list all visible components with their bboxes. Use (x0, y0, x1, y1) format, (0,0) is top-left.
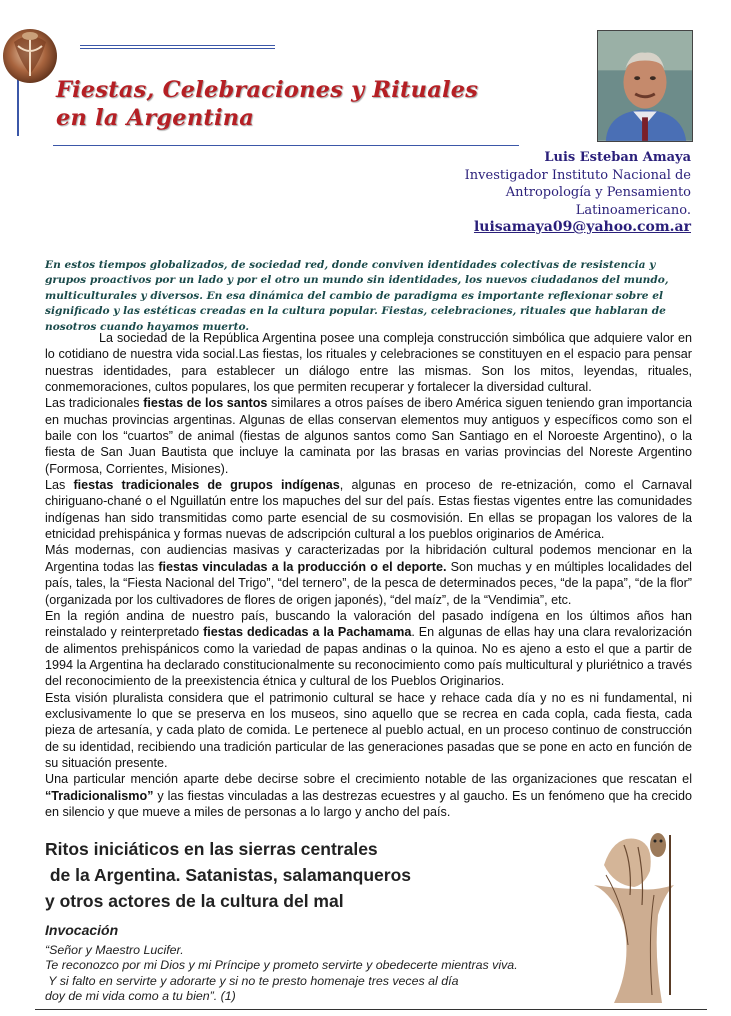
title-underline (53, 145, 519, 146)
author-affiliation-line-1: Investigador Instituto Nacional de (464, 167, 691, 183)
body-paragraph-6: Esta visión pluralista considera que el patrimonio cultural se hace y rehace cada día y no es ni fundamental, ni exclusivamente lo que se preserva en los museos, sino aquello que se recrea en cada copla, cada fiesta, cada pieza de artesanía, y cada plato de comida. Le pertenece al pueblo actual, en un proceso continuo de construcción de su identidad, recibiendo una tradición particular de las generaciones pasadas que se pone en acto en función de su situación presente. (45, 690, 692, 770)
decorative-top-rule (80, 45, 275, 49)
footer-rule (35, 1009, 707, 1010)
bold-tradicionalismo: “Tradicionalismo” (45, 788, 154, 803)
bold-fiestas-indigenas: fiestas tradicionales de grupos indígenas (73, 478, 340, 493)
invocation-line-4: doy de mi vida como a tu bien”. (1) (45, 988, 236, 1003)
body-paragraph-4: Más modernas, con audiencias masivas y caracterizadas por la hibridación cultural podemos mencionar en la Argentina todas las fiestas vinculadas a la producción o el deporte. Son muchas y en múltiples localidades del país, tales, la “Fiesta Nacional del Trigo”, “del ternero”, de la pesca de determinados peces, “de la papa”, “de la flor” (organizada por los cultivadores de flores de origen japonés), “del maíz”, de la “Vendimia”, etc. (45, 543, 692, 607)
author-affiliation-line-3: Latinoamericano. (575, 202, 691, 218)
author-email-link[interactable]: luisamaya09@yahoo.com.ar (473, 219, 691, 235)
author-block (391, 149, 691, 237)
invocation-line-1: “Señor y Maestro Lucifer. (45, 943, 184, 957)
invocation-title: Invocación (45, 922, 119, 938)
title-line-2: en la Argentina (56, 105, 255, 131)
section-title-line-2: de la Argentina. Satanistas, salamanqueros (45, 865, 412, 885)
title-line-1: Fiestas, Celebraciones y Rituales (56, 77, 479, 103)
body-paragraph-3: Las fiestas tradicionales de grupos indígenas, algunas en proceso de re-etnización, como el Carnaval chiriguano-chané o el Nguillatún entre los mapuches del sur del país. Estas fiestas vigentes entre las comunidades indígenas han sido transmitidas como parte esencial de su cosmovisión. En ellas se propagan los valores de la etnicidad prehispánica y formas nuevas de adscripción cultural a los pueblos originarios de América. (45, 478, 692, 542)
bold-fiestas-produccion: fiestas vinculadas a la producción o el deporte. (158, 559, 447, 574)
invocation-line-2: Te reconozco por mi Dios y mi Príncipe y prometo servirte y obedecerte mientras viva. (45, 958, 518, 973)
section-title-line-1: Ritos iniciáticos en las sierras centrales (45, 839, 378, 859)
section-title-line-3: y otros actores de la cultura del mal (45, 891, 344, 911)
invocation-text (45, 943, 585, 1004)
author-name: Luis Esteban Amaya (544, 150, 691, 165)
author-photo (597, 30, 693, 142)
author-affiliation-line-2: Antropología y Pensamiento (505, 185, 691, 200)
section-title (45, 836, 485, 914)
sorcerer-illustration (584, 825, 684, 1005)
body-paragraph-5: En la región andina de nuestro país, buscando la valoración del pasado indígena en los últimos años han reinstalado y reinterpretado fiestas dedicadas a la Pachamama. En algunas de ellas hay una clara revalorización de alimentos prehispánicos como la variedad de papas andinas o la quinoa. No es ajeno a esto el que a partir de 1994 la Argentina ha declarado constitucionalmente su reconocimiento como país multicultural y pluriétnico a través del reconocimiento de la preexistencia étnica y cultural de los Pueblos Originarios. (45, 608, 692, 689)
intro-paragraph: En estos tiempos globalizados, de sociedad red, donde conviven identidades colectivas de resistencia y grupos proactivos por un lado y por el otro un mundo sin identidades, los nuevos ciudadanos del mundo, multiculturales y diversos. En esa dinámica del cambio de paradigma es importante reflexionar sobre el significado y las estéticas creadas en la cultura popular. Fiestas, celebraciones, rituales que hablaran de nosotros cuando hayamos muerto. (45, 259, 669, 333)
bold-fiestas-pachamama: fiestas dedicadas a la Pachamama (203, 625, 412, 640)
body-paragraph-7: Una particular mención aparte debe decirse sobre el crecimiento notable de las organizaciones que rescatan el “Tradicionalismo” y las fiestas vinculadas a las destrezas ecuestres y al gaucho. Es un fenómeno que ha crecido en silencio y que mueve a miles de personas a lo largo y ancho del país. (45, 772, 692, 819)
article-title (56, 76, 556, 132)
bold-fiestas-santos: fiestas de los santos (143, 396, 268, 411)
article-body (45, 330, 692, 820)
body-paragraph-1: La sociedad de la República Argentina posee una compleja construcción simbólica que adquiere valor en lo cotidiano de nuestra vida social.Las fiestas, los rituales y celebraciones se constituyen en el espacio para pensar nuestras identidades, para establecer un diálogo entre las mismas. Son los mitos, leyendas, rituales, conmemoraciones, cultos populares, los que permiten recuperar y fortalecer la diversidad cultural. (45, 331, 692, 395)
mate-gourd-image (0, 12, 58, 84)
body-paragraph-2: Las tradicionales fiestas de los santos similares a otros países de ibero América siguen teniendo gran importancia en muchas provincias argentinas. Algunas de ellas conservan elementos muy antiguos y específicos como son el baile con los “cuartos” de animal (fiestas de algunos santos como San Santiago en el Noroeste Argentino), o la fiesta de San Juan Bautista que incluye la caminata por las brasas en varias provincias del Noreste Argentino (Formosa, Corrientes, Misiones). (45, 396, 693, 476)
invocation-line-3: Y si falto en servirte y adorarte y si no te presto homenaje tres veces al día (45, 973, 459, 988)
